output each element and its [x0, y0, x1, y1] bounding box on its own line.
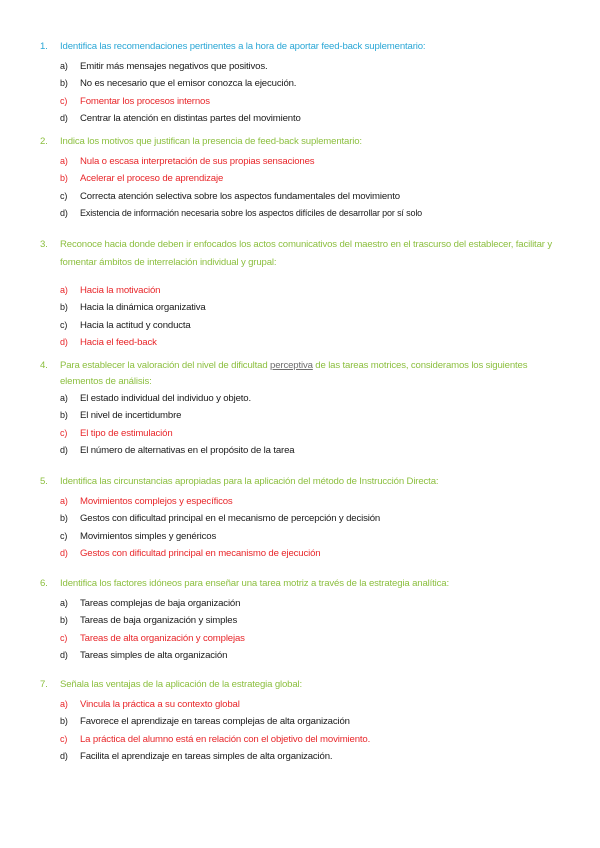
option-letter: a) [60, 598, 68, 608]
option-letter: c) [60, 190, 68, 201]
option-letter: b) [60, 615, 68, 626]
question-5-options [0, 493, 600, 562]
question-4-text-before: Para establecer la valoración del nivel de dificultad [60, 360, 271, 371]
question-4-text-after: de las tareas motrices, consideramos los siguientes elementos de análisis: [60, 360, 528, 387]
question-6-option-c[interactable] [0, 630, 600, 647]
question-3-options [0, 282, 600, 351]
option-text: Hacia el feed-back [80, 336, 157, 348]
question-1-options [0, 58, 600, 127]
option-letter: b) [60, 302, 68, 313]
question-3-option-d[interactable] [0, 334, 600, 351]
question-7-stem [0, 677, 600, 693]
option-text: El tipo de estimulación [80, 427, 173, 439]
option-letter: d) [60, 750, 68, 761]
question-6-option-a[interactable] [0, 595, 600, 612]
option-letter: c) [60, 427, 68, 438]
question-2-option-c[interactable] [0, 188, 600, 205]
option-text: Hacia la motivación [80, 285, 161, 296]
option-letter: c) [60, 632, 68, 643]
option-letter: d) [60, 207, 68, 218]
question-3 [0, 236, 600, 351]
question-5-option-b[interactable] [0, 510, 600, 527]
question-3-number: 3. [40, 239, 48, 250]
question-3-option-b[interactable] [0, 299, 600, 316]
question-7-option-d[interactable] [0, 748, 600, 765]
question-5-option-c[interactable] [0, 528, 600, 545]
option-text: Gestos con dificultad principal en el mecanismo de percepción y decisión [80, 513, 381, 525]
option-letter: d) [60, 547, 68, 558]
option-text: Correcta atención selectiva sobre los aspectos fundamentales del movimiento [80, 190, 400, 202]
question-5 [0, 474, 600, 562]
option-text: La práctica del alumno está en relación con el objetivo del movimiento. [80, 733, 371, 745]
question-2-option-a[interactable] [0, 153, 600, 170]
option-letter: d) [60, 444, 68, 455]
question-3-text: Reconoce hacia donde deben ir enfocados los actos comunicativos del maestro en el trascurso del establecer, facilitar y fomentar ámbitos de interrelación individual y grupal: [60, 239, 552, 268]
question-3-option-a[interactable] [0, 282, 600, 299]
option-text: Hacia la dinámica organizativa [80, 302, 206, 314]
question-1-option-d[interactable] [0, 110, 600, 127]
question-2-number: 2. [40, 136, 48, 147]
option-text: Nula o escasa interpretación de sus propias sensaciones [80, 156, 315, 167]
option-letter: b) [60, 173, 68, 184]
question-7-option-b[interactable] [0, 713, 600, 730]
option-text: No es necesario que el emisor conozca la ejecución. [80, 78, 297, 90]
question-4-option-d[interactable] [0, 442, 600, 459]
question-1-number: 1. [40, 41, 48, 52]
option-text: Movimientos simples y genéricos [80, 530, 217, 542]
option-text: Hacia la actitud y conducta [80, 319, 191, 331]
question-7-number: 7. [40, 679, 48, 690]
question-5-text: Identifica las circunstancias apropiadas para la aplicación del método de Instrucción Directa: [60, 476, 439, 487]
question-1-option-c[interactable] [0, 93, 600, 110]
option-letter: d) [60, 649, 68, 660]
option-letter: b) [60, 78, 68, 89]
question-2-stem [0, 134, 600, 150]
question-3-option-c[interactable] [0, 317, 600, 334]
question-1-text: Identifica las recomendaciones pertinentes a la hora de aportar feed-back suplementario: [60, 41, 426, 52]
question-7-option-a[interactable] [0, 696, 600, 713]
option-text: El estado individual del individuo y objeto. [80, 393, 252, 404]
option-letter: b) [60, 410, 68, 421]
option-letter: a) [60, 156, 68, 166]
option-letter: a) [60, 285, 68, 295]
option-letter: c) [60, 95, 68, 106]
question-6-text: Identifica los factores idóneos para enseñar una tarea motriz a través de la estrategia analítica: [60, 578, 450, 589]
question-4 [0, 358, 600, 459]
option-text: Centrar la atención en distintas partes del movimiento [80, 112, 301, 124]
question-4-option-c[interactable] [0, 425, 600, 442]
question-1 [0, 39, 600, 127]
option-letter: a) [60, 699, 68, 709]
question-4-option-a[interactable] [0, 390, 600, 407]
option-letter: b) [60, 716, 68, 727]
option-text: Tareas complejas de baja organización [80, 598, 241, 609]
question-2 [0, 134, 600, 222]
question-5-number: 5. [40, 476, 48, 487]
question-5-stem [0, 474, 600, 490]
question-7-option-c[interactable] [0, 731, 600, 748]
question-6-option-d[interactable] [0, 647, 600, 664]
question-1-stem [0, 39, 600, 55]
question-6-options [0, 595, 600, 664]
question-7-options [0, 696, 600, 765]
question-4-underlined-word: perceptiva [270, 360, 313, 371]
option-text: Tareas de alta organización y complejas [80, 632, 245, 644]
option-letter: c) [60, 530, 68, 541]
question-4-stem [0, 358, 600, 390]
question-2-options [0, 153, 600, 222]
option-letter: c) [60, 733, 68, 744]
question-3-stem [0, 236, 600, 272]
question-7-text: Señala las ventajas de la aplicación de la estrategia global: [60, 679, 303, 690]
question-4-options [0, 390, 600, 459]
question-5-option-a[interactable] [0, 493, 600, 510]
option-text: Gestos con dificultad principal en mecanismo de ejecución [80, 547, 321, 559]
option-text: Vincula la práctica a su contexto global [80, 699, 240, 710]
question-5-option-d[interactable] [0, 545, 600, 562]
option-text: Tareas simples de alta organización [80, 649, 228, 661]
question-2-option-b[interactable] [0, 170, 600, 187]
option-letter: d) [60, 112, 68, 123]
option-text: El número de alternativas en el propósito de la tarea [80, 444, 295, 456]
option-text: El nivel de incertidumbre [80, 410, 182, 422]
option-text: Facilita el aprendizaje en tareas simples de alta organización. [80, 750, 333, 762]
question-6-option-b[interactable] [0, 612, 600, 629]
option-letter: d) [60, 336, 68, 347]
question-2-text: Indica los motivos que justifican la presencia de feed-back suplementario: [60, 136, 362, 147]
question-4-number: 4. [40, 360, 48, 371]
option-text: Tareas de baja organización y simples [80, 615, 238, 627]
option-letter: b) [60, 513, 68, 524]
option-text: Acelerar el proceso de aprendizaje [80, 173, 224, 185]
question-6 [0, 576, 600, 664]
option-letter: a) [60, 61, 68, 71]
question-7 [0, 677, 600, 765]
option-letter: a) [60, 393, 68, 403]
option-text: Fomentar los procesos internos [80, 95, 210, 107]
option-text: Favorece el aprendizaje en tareas complejas de alta organización [80, 716, 350, 728]
option-text: Movimientos complejos y específicos [80, 496, 233, 507]
question-6-stem [0, 576, 600, 592]
question-1-option-b[interactable] [0, 75, 600, 92]
option-letter: a) [60, 496, 68, 506]
question-4-option-b[interactable] [0, 407, 600, 424]
option-text: Existencia de información necesaria sobre los aspectos difíciles de desarrollar por sí solo [80, 207, 423, 218]
question-1-option-a[interactable] [0, 58, 600, 75]
question-2-option-d[interactable] [0, 205, 600, 222]
option-text: Emitir más mensajes negativos que positivos. [80, 61, 268, 72]
question-6-number: 6. [40, 578, 48, 589]
option-letter: c) [60, 319, 68, 330]
